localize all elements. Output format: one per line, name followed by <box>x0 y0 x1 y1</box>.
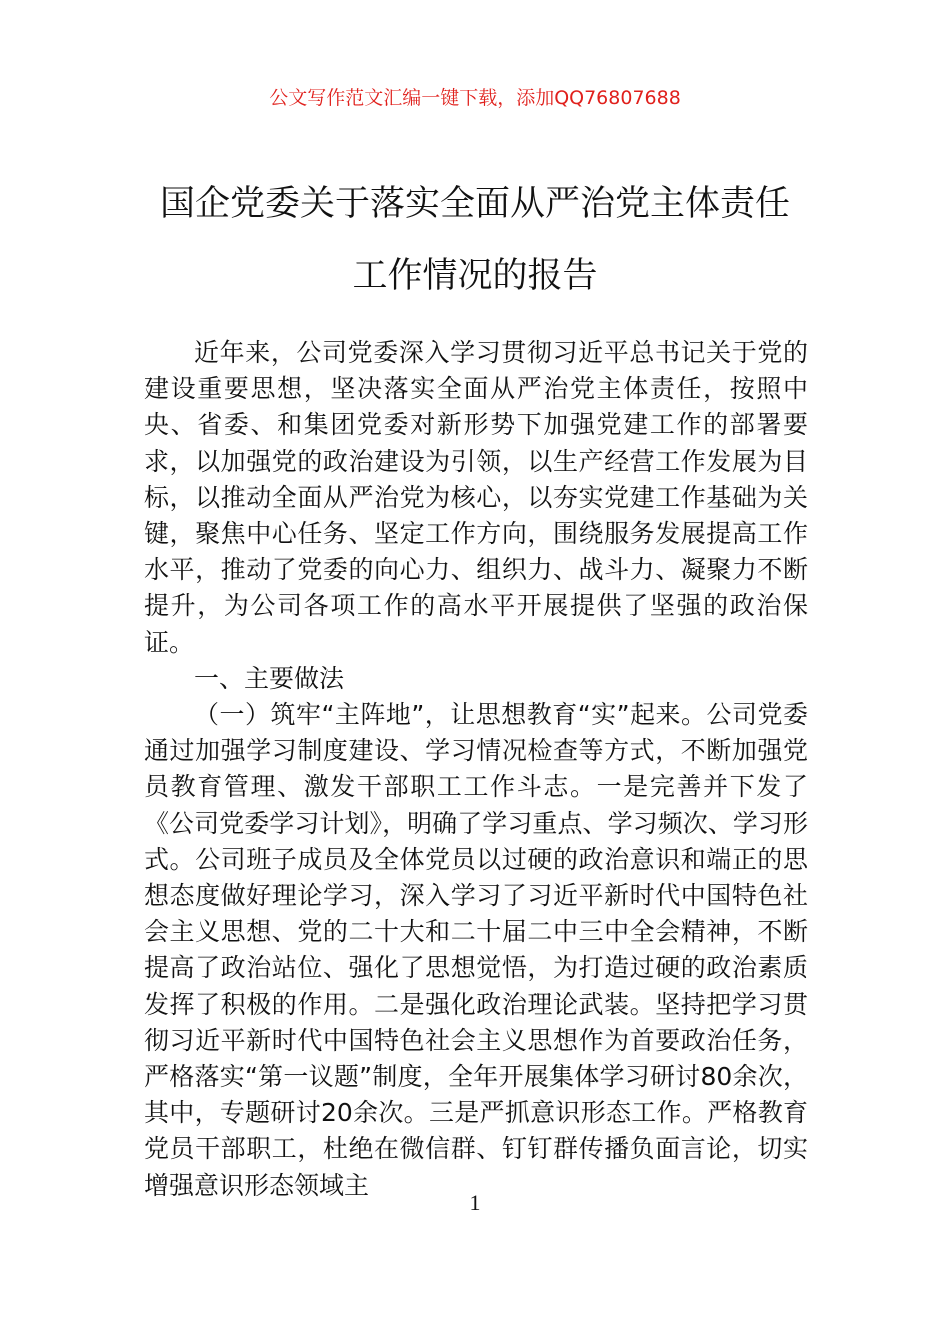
section-heading-main-practices: 一、主要做法 <box>194 663 345 693</box>
document-title-line-2: 工作情况的报告 <box>352 256 598 296</box>
download-promo-note: 公文写作范文汇编一键下载，添加QQ76807688 <box>269 87 681 109</box>
intro-paragraph: 近年来，公司党委深入学习贯彻习近平总书记关于党的建设重要思想，坚决落实全面从严治党主体责任，按照中央、省委、和集团党委对新形势下加强党建工作的部署要求，以加强党的政治建设为引领，以生产经营工作发展为目标，以推动全面从严治党为核心，以夯实党建工作基础为关键，聚焦中心任务、坚定工作方向，围绕服务发展提高工作水平，推动了党委的向心力、组织力、战斗力、凝聚力不断提升，为公司各项工作的高水平开展提供了坚强的政治保证。 <box>144 338 808 657</box>
subsection-paragraph-1: （一）筑牢“主阵地”，让思想教育“实”起来。公司党委通过加强学习制度建设、学习情况检查等方式，不断加强党员教育管理、激发干部职工工作斗志。一是完善并下发了《公司党委学习计划》，明确了学习重点、学习频次、学习形式。公司班子成员及全体党员以过硬的政治意识和端正的思想态度做好理论学习，深入学习了习近平新时代中国特色社会主义思想、党的二十大和二十届二中三中全会精神，不断提高了政治站位、强化了思想觉悟，为打造过硬的政治素质发挥了积极的作用。二是强化政治理论武装。坚持把学习贯彻习近平新时代中国特色社会主义思想作为首要政治任务，严格落实“第一议题”制度，全年开展集体学习研讨80余次，其中，专题研讨20余次。三是严抓意识形态工作。严格教育党员干部职工，杜绝在微信群、钉钉群传播负面言论，切实增强意识形态领域主 <box>144 700 808 1200</box>
page-number: 1 <box>469 1190 481 1215</box>
document-title-line-1: 国企党委关于落实全面从严治党主体责任 <box>159 184 790 224</box>
document-title <box>100 168 850 312</box>
document-body <box>144 335 808 1204</box>
